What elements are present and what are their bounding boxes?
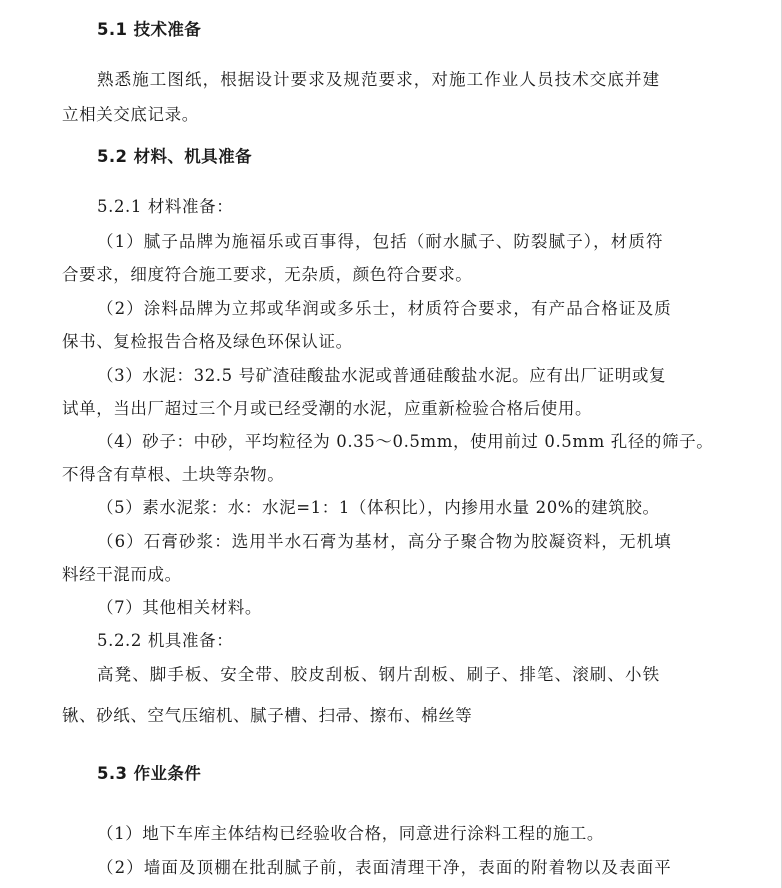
paragraph-line: 熟悉施工图纸，根据设计要求及规范要求，对施工作业人员技术交底并建 <box>97 70 661 89</box>
list-item-line: （2）涂料品牌为立邦或华润或多乐士，材质符合要求，有产品合格证及质 <box>97 299 672 318</box>
list-item-line: （5）素水泥浆：水：水泥=1：1（体积比），内掺用水量 20%的建筑胶。 <box>97 498 660 517</box>
tools-line: 高凳、脚手板、安全带、胶皮刮板、钢片刮板、刷子、排笔、滚刷、小铁 <box>97 665 661 684</box>
heading-5-3: 5.3 作业条件 <box>97 764 202 783</box>
list-item-line: （4）砂子：中砂，平均粒径为 0.35～0.5mm，使用前过 0.5mm 孔径的筛子。 <box>97 432 714 451</box>
list-item-line: （1）腻子品牌为施福乐或百事得，包括（耐水腻子、防裂腻子），材质符 <box>97 232 664 251</box>
list-item-line: 合要求，细度符合施工要求，无杂质，颜色符合要求。 <box>62 265 473 284</box>
list-item-line: （1）地下车库主体结构已经验收合格，同意进行涂料工程的施工。 <box>97 824 604 843</box>
list-item-line: 料经干混而成。 <box>62 565 182 584</box>
list-item-line: （2）墙面及顶棚在批刮腻子前，表面清理干净，表面的附着物以及表面平 <box>97 858 672 877</box>
list-item-line: （7）其他相关材料。 <box>97 598 262 617</box>
heading-5-2: 5.2 材料、机具准备 <box>97 147 252 166</box>
paragraph-line: 立相关交底记录。 <box>62 105 199 124</box>
subheading-5-2-1: 5.2.1 材料准备： <box>97 197 234 216</box>
list-item-line: （6）石膏砂浆：选用半水石膏为基材，高分子聚合物为胶凝资料，无机填 <box>97 532 672 551</box>
subheading-5-2-2: 5.2.2 机具准备： <box>97 631 234 650</box>
list-item-line: 不得含有草根、土块等杂物。 <box>62 465 285 484</box>
list-item-line: 保书、复检报告合格及绿色环保认证。 <box>62 332 353 351</box>
list-item-line: 试单，当出厂超过三个月或已经受潮的水泥，应重新检验合格后使用。 <box>62 399 593 418</box>
list-item-line: （3）水泥：32.5 号矿渣硅酸盐水泥或普通硅酸盐水泥。应有出厂证明或复 <box>97 366 667 385</box>
heading-5-1: 5.1 技术准备 <box>97 20 202 39</box>
tools-line: 锹、砂纸、空气压缩机、腻子槽、扫帚、擦布、棉丝等 <box>62 706 473 725</box>
